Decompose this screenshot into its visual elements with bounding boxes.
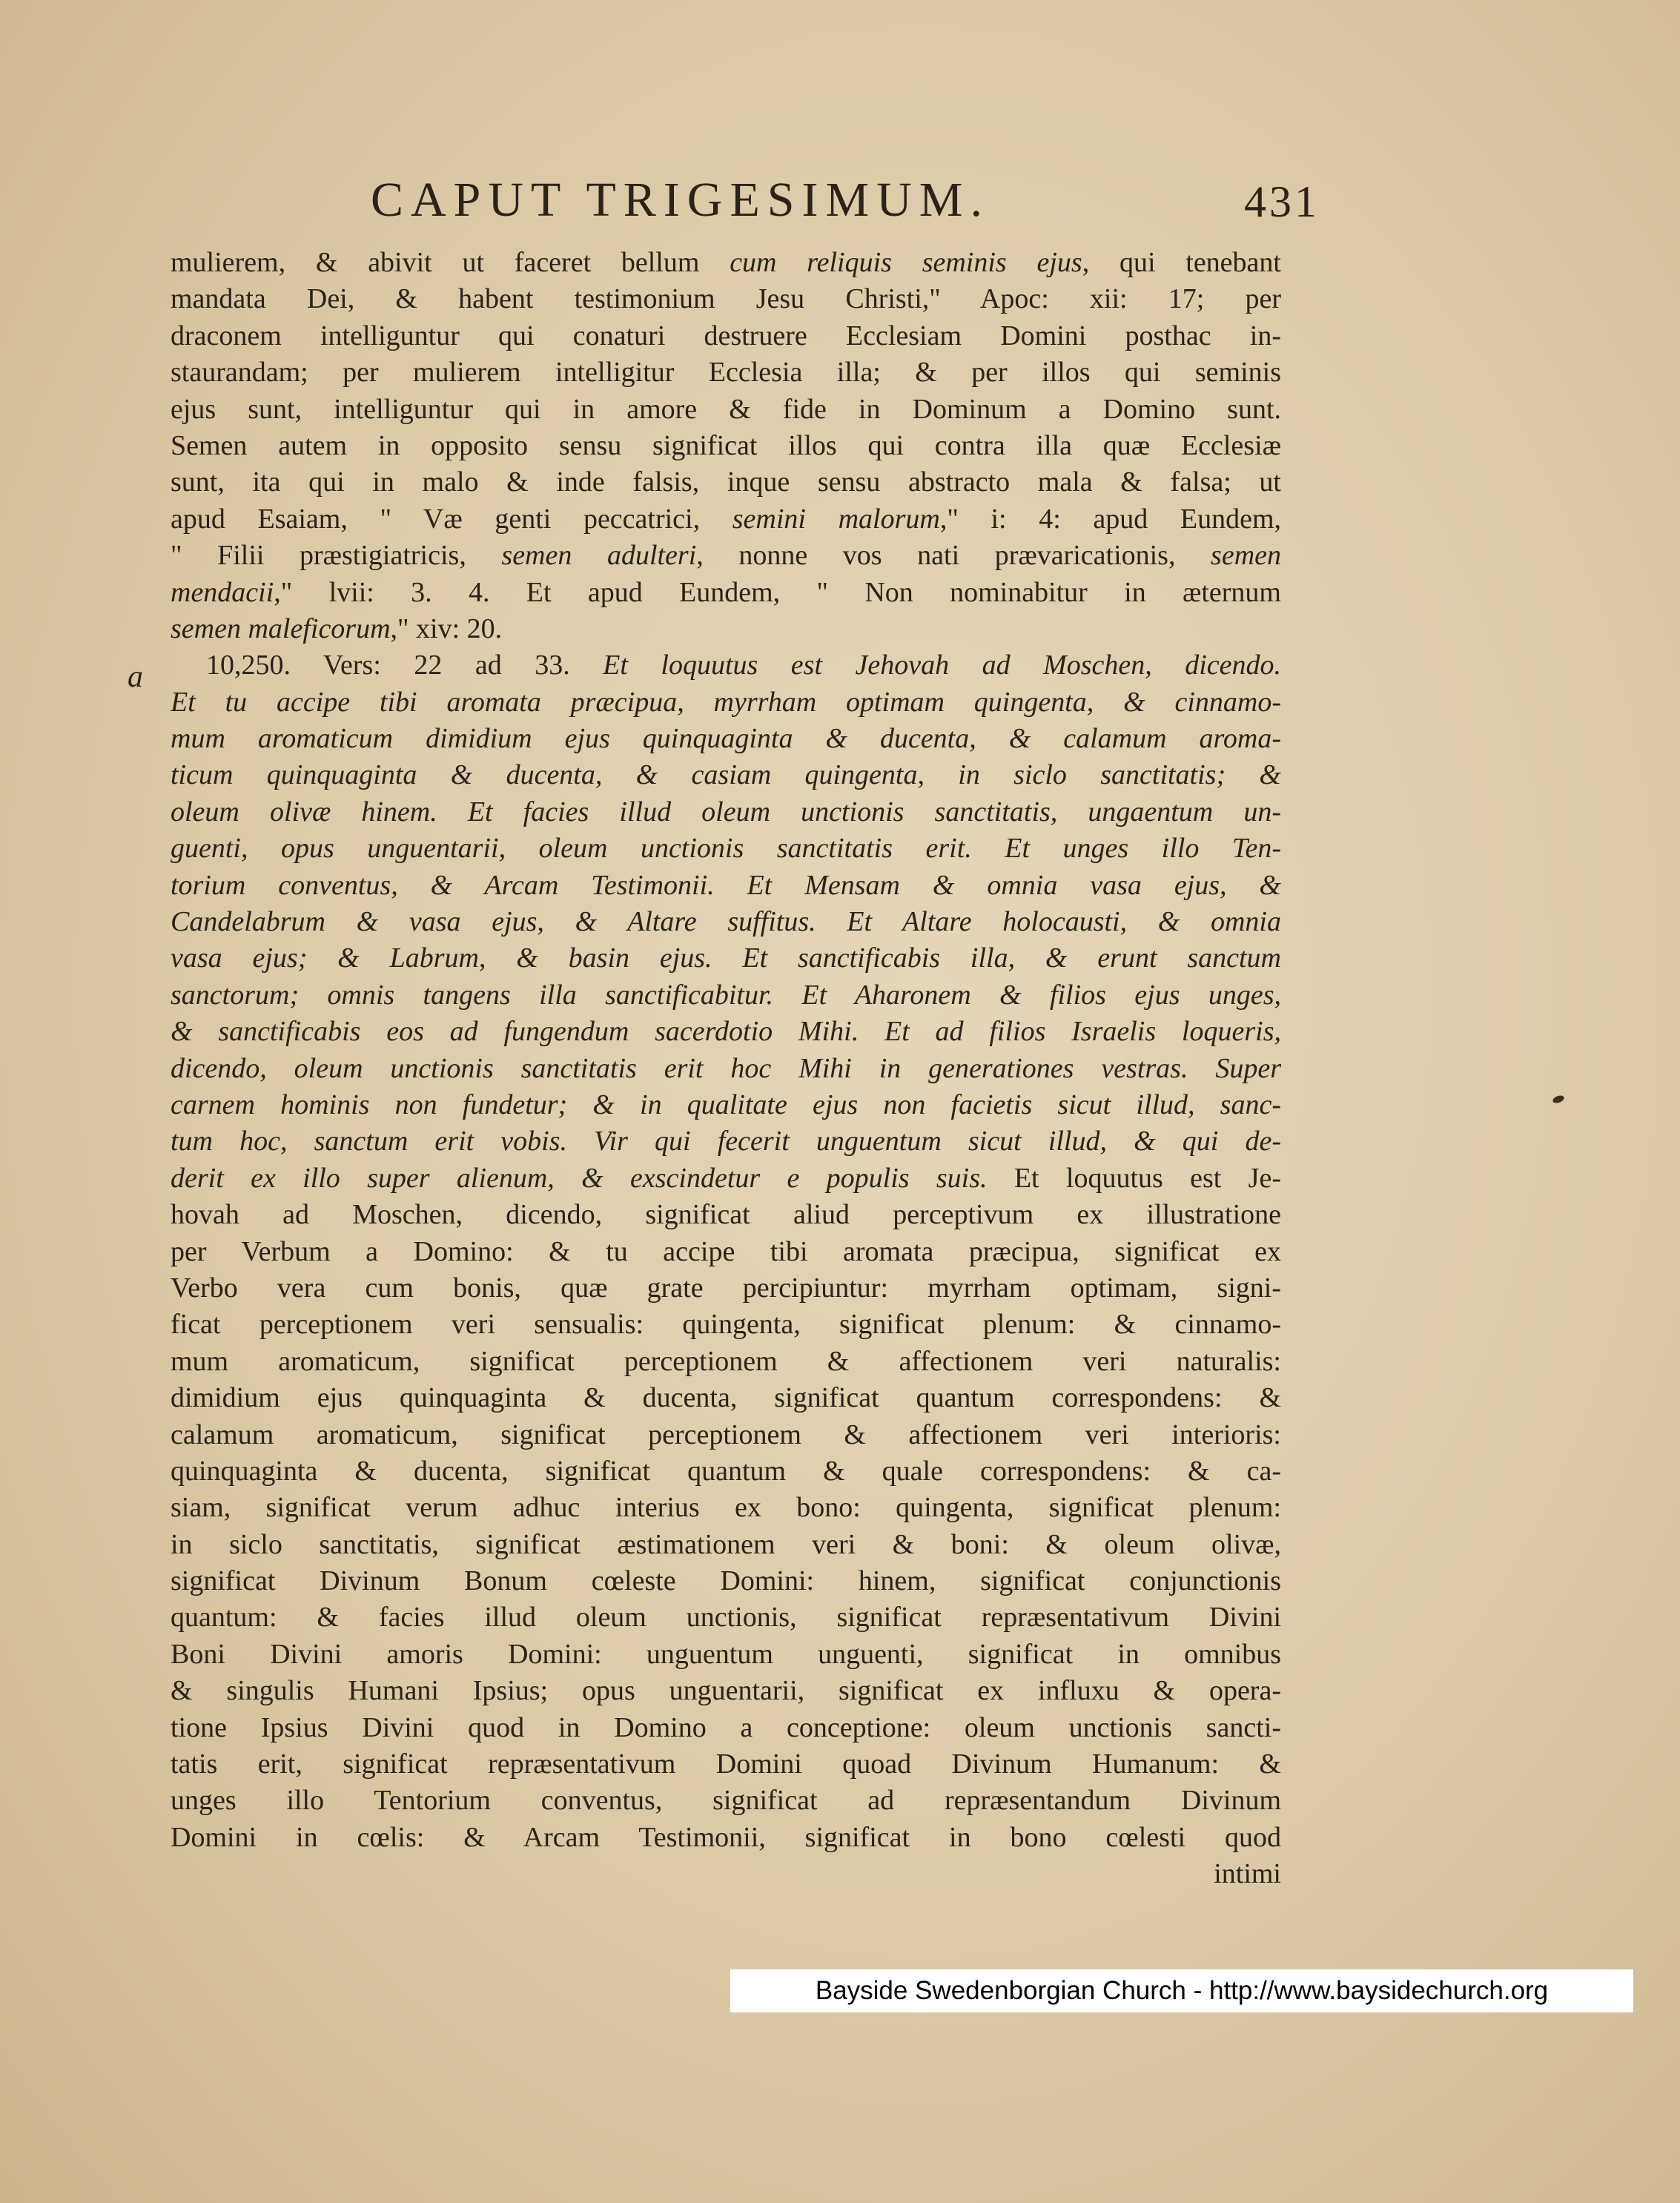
text-line bbox=[171, 1014, 1281, 1050]
italic-text: Et loquutus est Jehovah ad Moschen, dicendo. bbox=[603, 650, 1281, 681]
text-line bbox=[171, 428, 1281, 464]
text-run: Boni Divini amoris Domini: unguentum unguenti, significat in omnibus bbox=[171, 1638, 1281, 1670]
text-line bbox=[171, 1746, 1281, 1783]
text-run: Semen autem in opposito sensu significat illos qui contra illa quæ Ecclesiæ bbox=[171, 429, 1281, 461]
page-number: 431 bbox=[1244, 177, 1320, 226]
text-line bbox=[171, 757, 1281, 793]
text-run: ejus sunt, intelliguntur qui in amore & fide in Dominum a Domino sunt. bbox=[171, 393, 1281, 425]
italic-text: vasa ejus; & Labrum, & basin ejus. Et sanctificabis illa, & erunt sanctum bbox=[171, 942, 1281, 974]
text-line bbox=[171, 977, 1281, 1014]
text-run: mandata Dei, & habent testimonium Jesu Christi," Apoc: xii: 17; per bbox=[171, 283, 1281, 315]
italic-text: derit ex illo super alienum, & exscindetur e populis suis. bbox=[171, 1162, 988, 1194]
text-line bbox=[171, 1599, 1281, 1636]
text-run: intimi bbox=[1214, 1858, 1281, 1890]
text-run: apud Esaiam, " Væ genti peccatrici, bbox=[171, 503, 732, 535]
text-run: ," i: 4: apud Eundem, bbox=[939, 503, 1281, 535]
text-line bbox=[171, 1051, 1281, 1087]
italic-text: ticum quinquaginta & ducenta, & casiam quingenta, in siclo sanctitatis; & bbox=[171, 759, 1281, 791]
italic-text: dicendo, oleum unctionis sanctitatis erit hoc Mihi in generationes vestras. Super bbox=[171, 1052, 1281, 1084]
text-line bbox=[171, 1344, 1281, 1380]
text-line bbox=[171, 647, 1281, 684]
text-run: unges illo Tentorium conventus, significat ad repræsentandum Divinum bbox=[171, 1785, 1281, 1817]
italic-text: mum aromaticum dimidium ejus quinquaginta & ducenta, & calamum aroma- bbox=[171, 723, 1281, 755]
text-run: siam, significat verum adhuc interius ex bono: quingenta, significat plenum: bbox=[171, 1492, 1281, 1524]
running-title: CAPUT TRIGESIMUM. bbox=[371, 173, 990, 227]
ink-speck bbox=[1552, 1094, 1565, 1105]
text-line bbox=[171, 1856, 1281, 1892]
italic-text: Et tu accipe tibi aromata præcipua, myrrham optimam quingenta, & cinnamo- bbox=[171, 686, 1281, 718]
text-line bbox=[171, 1380, 1281, 1416]
text-line bbox=[171, 281, 1281, 317]
text-run: ," lvii: 3. 4. Et apud Eundem, " Non nominabitur in æternum bbox=[274, 576, 1281, 608]
text-run: quinquaginta & ducenta, significat quantum & quale correspondens: & ca- bbox=[171, 1455, 1281, 1487]
italic-text: & sanctificabis eos ad fungendum sacerdotio Mihi. Et ad filios Israelis loqueris, bbox=[171, 1016, 1281, 1048]
italic-text: Candelabrum & vasa ejus, & Altare suffitus. Et Altare holocausti, & omnia bbox=[171, 906, 1281, 938]
text-line bbox=[171, 611, 1281, 647]
italic-text: torium conventus, & Arcam Testimonii. Et Mensam & omnia vasa ejus, & bbox=[171, 869, 1281, 901]
text-line bbox=[171, 575, 1281, 611]
text-run: tatis erit, significat repræsentativum Domini quoad Divinum Humanum: & bbox=[171, 1748, 1281, 1780]
text-run: Domini in cœlis: & Arcam Testimonii, significat in bono cœlesti quod bbox=[171, 1821, 1281, 1853]
italic-text: cum reliquis seminis ejus bbox=[730, 247, 1082, 278]
text-line bbox=[171, 1087, 1281, 1123]
text-run: 10,250. Vers: 22 ad 33. bbox=[206, 650, 603, 681]
text-run: , qui tenebant bbox=[1082, 247, 1281, 278]
text-line bbox=[171, 392, 1281, 428]
text-line bbox=[171, 1673, 1281, 1709]
text-line bbox=[171, 1160, 1281, 1197]
text-line bbox=[171, 354, 1281, 391]
text-line bbox=[171, 1710, 1281, 1746]
text-run: per Verbum a Domino: & tu accipe tibi aromata præcipua, significat ex bbox=[171, 1235, 1281, 1267]
text-run: ," xiv: 20. bbox=[390, 612, 503, 644]
text-run: sunt, ita qui in malo & inde falsis, inque sensu abstracto mala & falsa; ut bbox=[171, 466, 1281, 498]
italic-text: semen bbox=[1211, 540, 1281, 572]
text-run: dimidium ejus quinquaginta & ducenta, significat quantum correspondens: & bbox=[171, 1382, 1281, 1414]
italic-text: carnem hominis non fundetur; & in qualitate ejus non facietis sicut illud, sanc- bbox=[171, 1089, 1281, 1120]
text-run: & singulis Humani Ipsius; opus unguentarii, significat ex influxu & opera- bbox=[171, 1675, 1281, 1707]
italic-text: semini malorum bbox=[732, 503, 940, 535]
text-run: draconem intelliguntur qui conaturi destruere Ecclesiam Domini posthac in- bbox=[171, 320, 1281, 351]
text-line bbox=[171, 1453, 1281, 1490]
text-line bbox=[171, 1527, 1281, 1563]
text-line bbox=[171, 1417, 1281, 1453]
text-line bbox=[171, 318, 1281, 354]
italic-text: oleum olivæ hinem. Et facies illud oleum unctionis sanctitatis, ungaentum un- bbox=[171, 796, 1281, 828]
text-line bbox=[171, 1636, 1281, 1673]
text-line bbox=[171, 1234, 1281, 1270]
margin-note: a bbox=[128, 660, 143, 694]
text-run: calamum aromaticum, significat perceptionem & affectionem veri interioris: bbox=[171, 1418, 1281, 1450]
text-run: ficat perceptionem veri sensualis: quingenta, significat plenum: & cinnamo- bbox=[171, 1309, 1281, 1341]
text-line bbox=[171, 1307, 1281, 1343]
text-line bbox=[171, 684, 1281, 721]
body-text bbox=[171, 245, 1281, 1893]
italic-text: semen adulteri bbox=[501, 540, 697, 572]
text-line bbox=[171, 794, 1281, 830]
text-run: , nonne vos nati prævaricationis, bbox=[696, 540, 1211, 572]
text-line bbox=[171, 721, 1281, 757]
text-line bbox=[171, 904, 1281, 940]
italic-text: mendacii bbox=[171, 576, 274, 608]
text-line bbox=[171, 1123, 1281, 1160]
text-line bbox=[171, 1490, 1281, 1526]
text-line bbox=[171, 940, 1281, 977]
text-run: staurandam; per mulierem intelligitur Ecclesia illa; & per illos qui seminis bbox=[171, 357, 1281, 389]
text-line bbox=[171, 245, 1281, 281]
text-run: " Filii præstigiatricis, bbox=[171, 540, 502, 572]
text-line bbox=[171, 1563, 1281, 1599]
credit-banner: Bayside Swedenborgian Church - http://www.baysidechurch.org bbox=[730, 1969, 1633, 2012]
italic-text: tum hoc, sanctum erit vobis. Vir qui fecerit unguentum sicut illud, & qui de- bbox=[171, 1126, 1281, 1157]
italic-text: semen maleficorum bbox=[171, 612, 391, 644]
page-header bbox=[371, 172, 1320, 239]
text-run: tione Ipsius Divini quod in Domino a conceptione: oleum unctionis sancti- bbox=[171, 1711, 1281, 1743]
text-run: in siclo sanctitatis, significat æstimationem veri & boni: & oleum olivæ, bbox=[171, 1528, 1281, 1560]
text-run: mulierem, & abivit ut faceret bellum bbox=[171, 247, 730, 278]
text-line bbox=[171, 1783, 1281, 1819]
text-line bbox=[171, 1270, 1281, 1307]
text-line bbox=[171, 1820, 1281, 1856]
text-line bbox=[171, 868, 1281, 904]
text-run: Verbo vera cum bonis, quæ grate percipiuntur: myrrham optimam, signi- bbox=[171, 1272, 1281, 1304]
text-run: quantum: & facies illud oleum unctionis, significat repræsentativum Divini bbox=[171, 1602, 1281, 1634]
text-run: significat Divinum Bonum cœleste Domini: hinem, significat conjunctionis bbox=[171, 1565, 1281, 1597]
text-line bbox=[171, 830, 1281, 867]
text-run: Et loquutus est Je- bbox=[987, 1162, 1281, 1194]
text-line bbox=[171, 464, 1281, 501]
text-run: mum aromaticum, significat perceptionem & affectionem veri naturalis: bbox=[171, 1345, 1281, 1377]
text-line bbox=[171, 538, 1281, 574]
italic-text: guenti, opus unguentarii, oleum unctionis sanctitatis erit. Et unges illo Ten- bbox=[171, 833, 1281, 865]
italic-text: sanctorum; omnis tangens illa sanctificabitur. Et Aharonem & filios ejus unges, bbox=[171, 979, 1281, 1011]
text-run: hovah ad Moschen, dicendo, significat aliud perceptivum ex illustratione bbox=[171, 1199, 1281, 1231]
text-line bbox=[171, 1197, 1281, 1233]
text-line bbox=[171, 501, 1281, 538]
